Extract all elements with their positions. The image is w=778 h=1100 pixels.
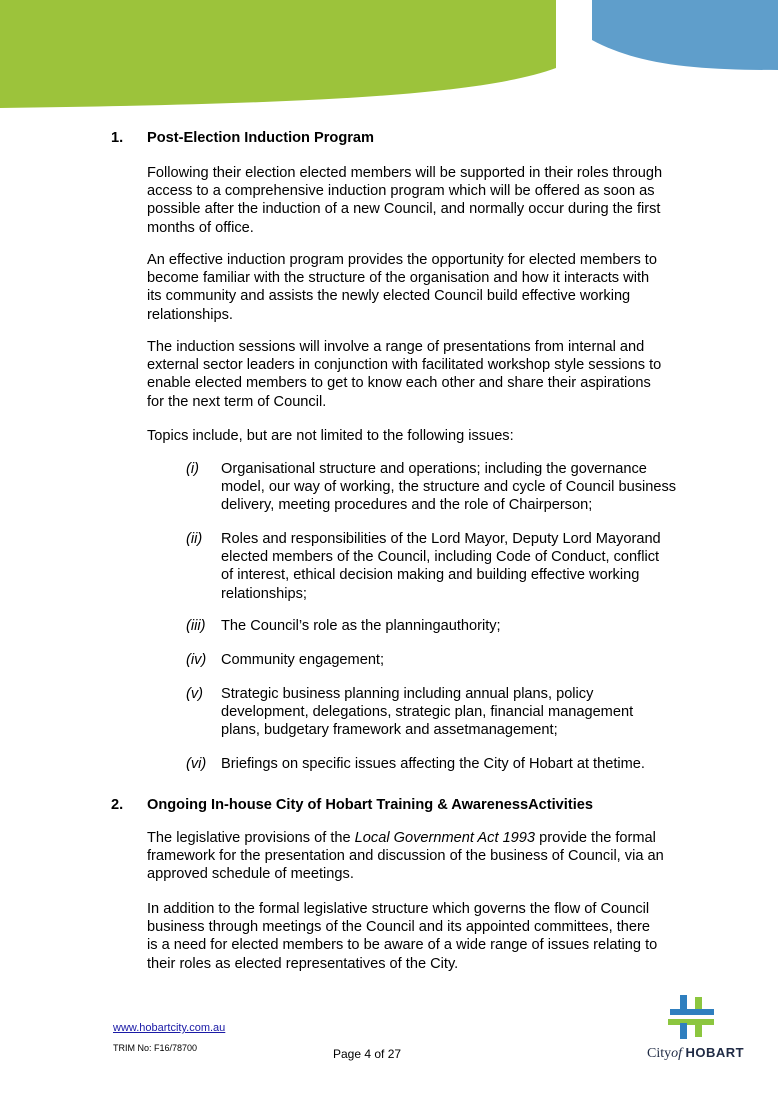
- logo-bar: [680, 1023, 687, 1039]
- act-title: Local Government Act 1993: [354, 830, 536, 846]
- paragraph: Topics include, but are not limited to the following issues:: [147, 428, 514, 444]
- logo-of-text: of: [671, 1046, 683, 1061]
- logo-bar: [695, 1023, 702, 1037]
- list-item-text: Community engagement;: [221, 652, 385, 668]
- paragraph: Following their election elected members will be supported in their roles through access to a comprehensive induction program which will be offered as soon as possible after the induction of a new Council, and normally occur during the first months of office.: [147, 165, 663, 236]
- logo-city-text: City: [647, 1046, 672, 1061]
- list-item-number: (i): [186, 461, 199, 477]
- list-item-number: (vi): [186, 756, 207, 772]
- paragraph: [147, 829, 709, 884]
- logo-bar: [670, 1009, 714, 1015]
- section-number: 2.: [111, 797, 124, 813]
- list-item-text: The Council’s role as the planningauthority;: [221, 618, 501, 634]
- list-item-text: Organisational structure and operations; including the governance model, our way of working, the structure and cycle of Council business delivery, meeting procedures and the role of Chairperson;: [221, 461, 677, 514]
- trim-number: TRIM No: F16/78700: [113, 1043, 198, 1053]
- list-item-number: (ii): [186, 531, 203, 547]
- list-item-number: (iii): [186, 618, 206, 634]
- section-title: Ongoing In-house City of Hobart Training & AwarenessActivities: [147, 797, 593, 813]
- city-of-hobart-wordmark: [647, 1045, 744, 1062]
- paragraph-text: provide the formal framework for the presentation and discussion of the business of Council, via an approved schedule of meetings.: [147, 830, 664, 883]
- paragraph: The induction sessions will involve a range of presentations from internal and external sector leaders in conjunction with facilitated workshop style sessions to enable elected members to get to know each other and share their aspirations for the next term of Council.: [147, 339, 662, 410]
- list-item-text: Strategic business planning including annual plans, policy development, delegations, strategic plan, financial management plans, budgetary framework and assetmanagement;: [221, 686, 634, 739]
- paragraph: In addition to the formal legislative structure which governs the flow of Council business through meetings of the Council and its appointed committees, there is a need for elected members to be aware of a wide range of issues relating to their roles as elected representatives of the City.: [147, 901, 658, 972]
- paragraph-text: The legislative provisions of the: [147, 830, 355, 846]
- list-item-text: Briefings on specific issues affecting the City of Hobart at thetime.: [221, 756, 645, 772]
- list-item-number: (v): [186, 686, 204, 702]
- list-item-text: Roles and responsibilities of the Lord Mayor, Deputy Lord Mayorand elected members of the Council, including Code of Conduct, conflict of interest, ethical decision making and building effective working relationships;: [221, 531, 661, 602]
- logo-bar: [695, 997, 702, 1011]
- logo-bar: [668, 1019, 714, 1025]
- section-title: Post-Election Induction Program: [147, 130, 375, 146]
- paragraph: An effective induction program provides the opportunity for elected members to become familiar with the structure of the organisation and how it interacts with its community and assists the newly elected Council build effective working relationships.: [147, 252, 657, 323]
- logo-hobart-text: HOBART: [685, 1045, 745, 1060]
- city-of-hobart-logo-icon: [666, 993, 718, 1041]
- website-link[interactable]: www.hobartcity.com.au: [113, 1022, 226, 1034]
- logo-bar: [680, 995, 687, 1011]
- page-number: Page 4 of 27: [333, 1047, 402, 1061]
- section-number: 1.: [111, 130, 124, 146]
- list-item-number: (iv): [186, 652, 207, 668]
